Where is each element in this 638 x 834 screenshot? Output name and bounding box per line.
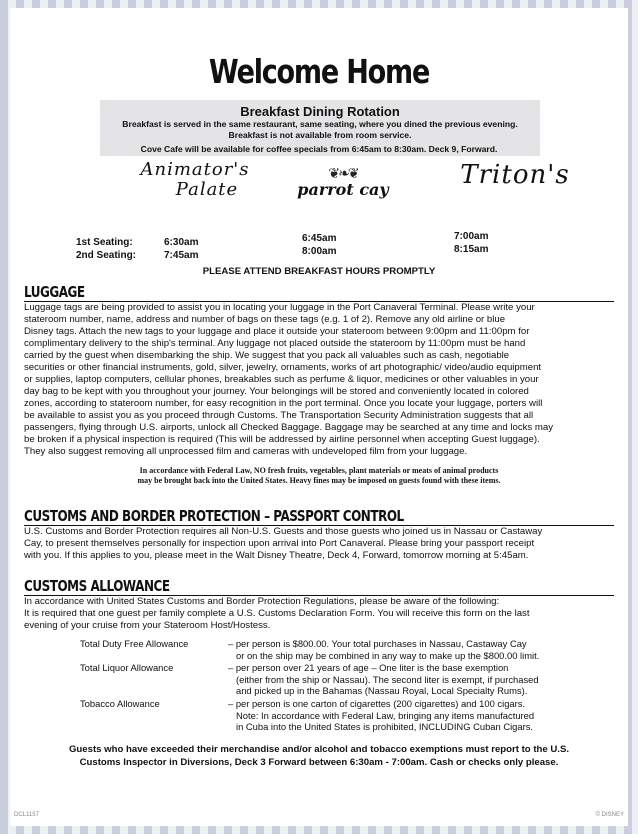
text-line: complimentary delivery to the ship's terminal. Any luggage not placed outside the stateroom by 11:00pm must be hand (24, 338, 526, 349)
luggage-heading (24, 284, 614, 302)
allowance-paragraph (24, 596, 614, 632)
text-line: U.S. Customs and Border Protection requires all Non-U.S. Guests and those guests who joined us in Nassau or Castaway (24, 526, 543, 537)
text-line: be available to assist you as you proceed through Customs. The Transportation Security Administration suggests that all (24, 410, 534, 421)
allowance-heading (24, 578, 614, 596)
text-line: (either from the ship or Nassau). The second liter is exempt, if purchased (236, 673, 539, 685)
animators-palate-logo (130, 160, 260, 200)
text-line: be broken if a physical inspection is required (This will be addressed by airline personnel when accepting Guest luggage). (24, 434, 540, 445)
text-line: stateroom number, name, address and number of bags on these tags (e.g. 1 of 2). Remove any old airline or blue (24, 314, 506, 325)
customs-heading (24, 508, 614, 526)
form-code: DCL1157 (14, 812, 39, 818)
text-line: or on the ship may be combined in any way to make up the $800.00 limit. (236, 649, 540, 661)
text-line: – per person over 21 years of age – One liter is the base exemption (228, 662, 509, 673)
document-page (10, 8, 628, 826)
animators-time-1: 6:30am (164, 237, 199, 248)
final-line-2: Customs Inspector in Diversions, Deck 3 Forward between 6:30am - 7:00am. Cash or checks only please. (79, 756, 559, 768)
text-line: with you. If this applies to you, please meet in the Walt Disney Theatre, Deck 4, Forward, tomorrow morning at 5:45am. (24, 550, 529, 561)
text-line: Luggage tags are being provided to assist you in locating your luggage in the Port Canaveral Terminal. Please write your (24, 302, 535, 313)
customs-heading-text: CUSTOMS AND BORDER PROTECTION – PASSPORT CONTROL (24, 507, 404, 525)
text-line: – per person is $800.00. Your total purchases in Nassau, Castaway Cay (228, 638, 527, 649)
text-line: passengers, flying through U.S. airports, unlock all Checked Baggage. Baggage may be searched at any time and locks may (24, 422, 554, 433)
customs-paragraph (24, 526, 614, 562)
text-line: securities or other financial instruments, gold, silver, jewelry, ornaments, works of art photographic/ video/audio equipment (24, 362, 542, 373)
breakfast-line-2: Breakfast is not available from room service. (228, 130, 412, 140)
tritons-time-2: 8:15am (454, 244, 489, 255)
text-line: and picked up in the Bahamas (Nassau Royal, Local Specialty Rums). (236, 685, 528, 697)
second-seating-label: 2nd Seating: (76, 250, 137, 261)
breakfast-line-1: Breakfast is served in the same restaurant, same seating, where you dined the previous evening. (122, 119, 518, 129)
palm-leaf-icon: ❦❧❦ (328, 166, 358, 182)
text-line: carried by the guest when disembarking the ship. We suggest that you pack all valuables such as cash, negotiable (24, 350, 510, 361)
text-line: – per person is one carton of cigarettes (200 cigarettes) and 100 cigars. (228, 698, 526, 709)
liquor-text (228, 662, 608, 697)
text-line: In accordance with United States Customs and Border Protection Regulations, please be aware of the following: (24, 596, 500, 607)
parrot-cay-logo (278, 166, 408, 199)
tobacco-label: Tobacco Allowance (80, 698, 160, 709)
luggage-paragraph (24, 302, 614, 458)
federal-law-notice (10, 466, 628, 486)
tritons-times (454, 230, 488, 256)
cove-cafe-note: Cove Cafe will be available for coffee specials from 6:45am to 8:30am. Deck 9, Forward. (140, 144, 498, 154)
luggage-heading-text: LUGGAGE (24, 283, 85, 301)
duty-free-label: Total Duty Free Allowance (80, 638, 189, 649)
attend-notice: PLEASE ATTEND BREAKFAST HOURS PROMPTLY (202, 266, 436, 277)
text-line: day bag to be kept with you throughout your journey. Your belongings will be stored and conveniently located in colored (24, 386, 529, 397)
text-line: evening of your cruise from your Stateroom Host/Hostess. (24, 620, 271, 631)
allowance-heading-text: CUSTOMS ALLOWANCE (24, 577, 170, 595)
parrot-time-2: 8:00am (302, 246, 337, 257)
liquor-label: Total Liquor Allowance (80, 662, 174, 673)
animators-logo-line2: Palate (175, 179, 239, 200)
tritons-logo: Triton's (460, 160, 570, 190)
final-line-1: Guests who have exceeded their merchandise and/or alcohol and tobacco exemptions must report to the U.S. (68, 744, 570, 755)
notice-line-1: In accordance with Federal Law, NO fresh fruits, vegetables, plant materials or meats of animal products (139, 466, 499, 475)
page-title: Welcome Home (208, 52, 430, 91)
first-seating-label: 1st Seating: (76, 237, 133, 248)
seating-labels (76, 236, 136, 262)
tobacco-text (228, 698, 608, 733)
text-line: Cay, to present themselves personally for inspection upon arrival into Port Canaveral. Please bring your passport receipt (24, 538, 535, 549)
notice-line-2: may be brought back into the United States. Heavy fines may be imposed on guests found with these items. (137, 476, 501, 485)
text-line: Disney tags. Attach the new tags to your luggage and place it outside your stateroom between 9:00pm and 11:00pm for (24, 326, 530, 337)
text-line: They also suggest removing all unprocessed film and cameras with undeveloped film from your luggage. (24, 446, 468, 457)
text-line: in Cuba into the United States is prohibited, INCLUDING Cuban Cigars. (236, 721, 534, 733)
text-line: It is required that one guest per family complete a U.S. Customs Declaration Form. You will receive this form on the last (24, 608, 530, 619)
text-line: zones, according to stateroom number, for easy recognition in the port terminal. Once you locate your luggage, porters will (24, 398, 543, 409)
copyright: © DISNEY (595, 812, 624, 818)
parrot-cay-logo-text: parrot cay (297, 180, 389, 199)
final-notice (10, 744, 628, 769)
parrot-times (302, 232, 336, 258)
text-line: Note: In accordance with Federal Law, bringing any items manufactured (236, 709, 535, 721)
animators-logo-line1: Animator's (140, 159, 250, 180)
tritons-time-1: 7:00am (454, 231, 489, 242)
parrot-time-1: 6:45am (302, 233, 337, 244)
animators-times (164, 236, 198, 262)
animators-time-2: 7:45am (164, 250, 199, 261)
duty-free-text (228, 638, 608, 661)
breakfast-heading: Breakfast Dining Rotation (240, 104, 400, 119)
text-line: or supplies, laptop computers, cellular phones, breakables such as perfume & liquor, medicines or other valuables in your (24, 374, 539, 385)
